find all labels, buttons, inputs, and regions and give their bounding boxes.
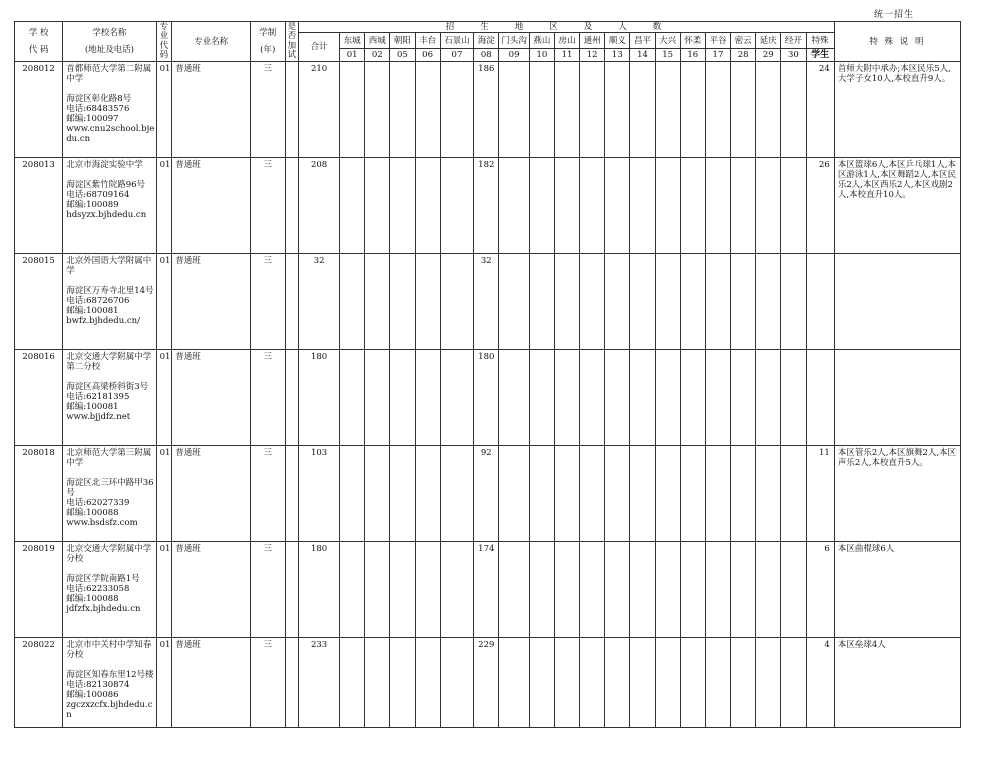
region-count bbox=[390, 638, 415, 728]
school-name: 北京市中关村中学知春分校 bbox=[66, 640, 152, 660]
header-major-code bbox=[156, 22, 172, 62]
duration: 三 bbox=[250, 542, 285, 638]
header-region-code: 08 bbox=[474, 49, 499, 62]
total-count: 208 bbox=[299, 158, 340, 254]
school-postcode: 邮编:100086 bbox=[66, 690, 119, 700]
region-count bbox=[529, 158, 554, 254]
school-address: 海淀区彰化路8号 bbox=[66, 94, 132, 104]
school-code: 208015 bbox=[15, 254, 63, 350]
special-notes: 本区管乐2人,本区旗舞2人,本区声乐2人,本校直升5人。 bbox=[834, 446, 960, 542]
special-count: 24 bbox=[806, 62, 834, 158]
region-count bbox=[365, 254, 390, 350]
region-count bbox=[529, 350, 554, 446]
region-count bbox=[529, 254, 554, 350]
region-count bbox=[605, 62, 630, 158]
region-count bbox=[680, 638, 705, 728]
header-region-name: 顺义 bbox=[605, 33, 630, 49]
header-region-name: 石景山 bbox=[440, 33, 474, 49]
school-info bbox=[63, 254, 156, 350]
region-count bbox=[390, 446, 415, 542]
region-count bbox=[554, 158, 579, 254]
header-region-name: 朝阳 bbox=[390, 33, 415, 49]
header-region-code: 17 bbox=[705, 49, 730, 62]
table-row bbox=[15, 542, 961, 638]
region-count bbox=[705, 62, 730, 158]
region-count bbox=[605, 350, 630, 446]
table-row bbox=[15, 62, 961, 158]
school-info bbox=[63, 542, 156, 638]
special-count: 11 bbox=[806, 446, 834, 542]
region-count bbox=[499, 446, 529, 542]
major-name: 普通班 bbox=[172, 542, 251, 638]
region-count bbox=[781, 254, 806, 350]
school-phone: 电话:62181395 bbox=[66, 392, 130, 402]
school-name: 北京交通大学附属中学分校 bbox=[66, 544, 152, 564]
total-count: 180 bbox=[299, 350, 340, 446]
region-count bbox=[499, 62, 529, 158]
region-count bbox=[440, 446, 474, 542]
haidian-count: 182 bbox=[474, 158, 499, 254]
region-count bbox=[680, 254, 705, 350]
header-school-name bbox=[63, 22, 156, 62]
major-name: 普通班 bbox=[172, 350, 251, 446]
header-major-name: 专业名称 bbox=[172, 22, 251, 62]
header-region-name: 燕山 bbox=[529, 33, 554, 49]
region-count bbox=[554, 350, 579, 446]
haidian-count: 92 bbox=[474, 446, 499, 542]
duration: 三 bbox=[250, 158, 285, 254]
header-duration bbox=[250, 22, 285, 62]
region-count bbox=[731, 254, 756, 350]
extra-test bbox=[285, 62, 299, 158]
extra-test bbox=[285, 542, 299, 638]
region-count bbox=[705, 254, 730, 350]
header-region-code: 学生 bbox=[806, 49, 834, 62]
header-region-name: 丰台 bbox=[415, 33, 440, 49]
special-notes: 本区篮球6人,本区乒乓球1人,本区游泳1人,本区舞蹈2人,本区民乐2人,本区西乐2人,本区戏剧2人,本校直升10人。 bbox=[834, 158, 960, 254]
major-name: 普通班 bbox=[172, 446, 251, 542]
school-info bbox=[63, 62, 156, 158]
extra-test bbox=[285, 638, 299, 728]
header-school-name-line1: 学校名称 bbox=[92, 28, 127, 38]
special-notes: 首师大附中承办;本区民乐5人,大学子女10人,本校直升9人。 bbox=[834, 62, 960, 158]
header-region-code: 16 bbox=[680, 49, 705, 62]
school-website: hdsyzx.bjhdedu.cn bbox=[66, 210, 147, 220]
region-count bbox=[705, 446, 730, 542]
region-count bbox=[630, 62, 655, 158]
school-website: bwfz.bjhdedu.cn/ bbox=[66, 316, 141, 326]
region-count bbox=[756, 350, 781, 446]
school-postcode: 邮编:100088 bbox=[66, 508, 119, 518]
region-count bbox=[655, 542, 680, 638]
header-region-name: 大兴 bbox=[655, 33, 680, 49]
header-region-code: 02 bbox=[365, 49, 390, 62]
region-count bbox=[731, 446, 756, 542]
header-region-title: 招生地区及人数 bbox=[299, 22, 835, 33]
total-count: 103 bbox=[299, 446, 340, 542]
region-count bbox=[630, 446, 655, 542]
table-row bbox=[15, 446, 961, 542]
region-count bbox=[415, 158, 440, 254]
header-region-code: 09 bbox=[499, 49, 529, 62]
region-count bbox=[440, 254, 474, 350]
region-count bbox=[781, 350, 806, 446]
region-count bbox=[756, 446, 781, 542]
header-region-code: 30 bbox=[781, 49, 806, 62]
special-count bbox=[806, 350, 834, 446]
special-notes: 本区曲棍球6人 bbox=[834, 542, 960, 638]
region-count bbox=[554, 62, 579, 158]
region-count bbox=[605, 542, 630, 638]
region-count bbox=[580, 446, 605, 542]
school-address: 海淀区北三环中路甲36号 bbox=[66, 478, 154, 498]
region-count bbox=[440, 638, 474, 728]
duration: 三 bbox=[250, 446, 285, 542]
region-count bbox=[731, 542, 756, 638]
header-region-name: 延庆 bbox=[756, 33, 781, 49]
duration: 三 bbox=[250, 350, 285, 446]
header-region-code: 05 bbox=[390, 49, 415, 62]
region-count bbox=[680, 446, 705, 542]
header-region-name: 房山 bbox=[554, 33, 579, 49]
region-count bbox=[731, 350, 756, 446]
school-name: 北京师范大学第三附属中学 bbox=[66, 448, 152, 468]
header-school-code-line1: 学 校 bbox=[28, 28, 49, 38]
special-count: 6 bbox=[806, 542, 834, 638]
region-count bbox=[630, 350, 655, 446]
total-count: 180 bbox=[299, 542, 340, 638]
region-count bbox=[529, 62, 554, 158]
special-notes: 本区垒球4人 bbox=[834, 638, 960, 728]
region-count bbox=[390, 254, 415, 350]
region-count bbox=[781, 638, 806, 728]
region-count bbox=[680, 350, 705, 446]
school-website: www.bjjdfz.net bbox=[66, 412, 131, 422]
region-count bbox=[605, 638, 630, 728]
region-count bbox=[390, 158, 415, 254]
header-row-title bbox=[15, 22, 961, 33]
region-count bbox=[390, 542, 415, 638]
total-count: 32 bbox=[299, 254, 340, 350]
major-code: 01 bbox=[156, 446, 172, 542]
header-region-code: 15 bbox=[655, 49, 680, 62]
region-count bbox=[554, 638, 579, 728]
region-count bbox=[605, 446, 630, 542]
region-count bbox=[680, 62, 705, 158]
header-extra-test-text: 是否加试 bbox=[287, 21, 297, 60]
header-region-code: 14 bbox=[630, 49, 655, 62]
school-phone: 电话:82130874 bbox=[66, 680, 130, 690]
header-region-name: 特殊 bbox=[806, 33, 834, 49]
header-region-code: 13 bbox=[605, 49, 630, 62]
region-count bbox=[440, 62, 474, 158]
school-info bbox=[63, 158, 156, 254]
region-count bbox=[781, 446, 806, 542]
school-address: 海淀区高梁桥斜街3号 bbox=[66, 382, 149, 392]
special-notes bbox=[834, 254, 960, 350]
region-count bbox=[415, 542, 440, 638]
major-code: 01 bbox=[156, 158, 172, 254]
school-code: 208016 bbox=[15, 350, 63, 446]
major-name: 普通班 bbox=[172, 158, 251, 254]
region-count bbox=[340, 350, 365, 446]
major-code: 01 bbox=[156, 350, 172, 446]
region-count bbox=[340, 446, 365, 542]
region-count bbox=[781, 62, 806, 158]
table-row bbox=[15, 158, 961, 254]
header-region-name: 平谷 bbox=[705, 33, 730, 49]
enrollment-table bbox=[14, 21, 961, 728]
special-notes bbox=[834, 350, 960, 446]
school-phone: 电话:68483576 bbox=[66, 104, 130, 114]
header-school-code-line2: 代 码 bbox=[28, 45, 49, 55]
region-count bbox=[365, 158, 390, 254]
extra-test bbox=[285, 158, 299, 254]
region-count bbox=[756, 254, 781, 350]
region-count bbox=[756, 542, 781, 638]
school-website: www.cnu2school.bjedu.cn bbox=[66, 124, 155, 144]
region-count bbox=[440, 542, 474, 638]
region-count bbox=[499, 350, 529, 446]
header-region-name: 东城 bbox=[340, 33, 365, 49]
haidian-count: 186 bbox=[474, 62, 499, 158]
special-count: 26 bbox=[806, 158, 834, 254]
region-count bbox=[340, 254, 365, 350]
region-count bbox=[554, 542, 579, 638]
school-code: 208012 bbox=[15, 62, 63, 158]
school-phone: 电话:62233058 bbox=[66, 584, 130, 594]
region-count bbox=[630, 638, 655, 728]
region-count bbox=[655, 158, 680, 254]
header-region-code: 10 bbox=[529, 49, 554, 62]
school-phone: 电话:62027339 bbox=[66, 498, 130, 508]
school-code: 208013 bbox=[15, 158, 63, 254]
region-count bbox=[340, 542, 365, 638]
special-count: 4 bbox=[806, 638, 834, 728]
region-count bbox=[580, 350, 605, 446]
header-notes: 特 殊 说 明 bbox=[834, 22, 960, 62]
region-count bbox=[655, 350, 680, 446]
region-count bbox=[529, 542, 554, 638]
school-website: jdfzfx.bjhdedu.cn bbox=[66, 604, 141, 614]
haidian-count: 229 bbox=[474, 638, 499, 728]
header-duration-line1: 学制 bbox=[259, 28, 277, 38]
region-count bbox=[365, 350, 390, 446]
region-count bbox=[756, 158, 781, 254]
region-count bbox=[390, 350, 415, 446]
header-major-code-text: 专业代码 bbox=[159, 21, 169, 60]
region-count bbox=[731, 638, 756, 728]
header-region-name: 昌平 bbox=[630, 33, 655, 49]
region-count bbox=[554, 254, 579, 350]
header-region-name: 经开 bbox=[781, 33, 806, 49]
haidian-count: 32 bbox=[474, 254, 499, 350]
region-count bbox=[630, 542, 655, 638]
school-address: 海淀区知春东里12号楼 bbox=[66, 670, 154, 680]
corner-note: 统一招生 bbox=[874, 10, 915, 20]
region-count bbox=[554, 446, 579, 542]
school-website: zgczxzcfx.bjhdedu.cn bbox=[66, 700, 153, 720]
major-code: 01 bbox=[156, 62, 172, 158]
school-postcode: 邮编:100088 bbox=[66, 594, 119, 604]
table-row bbox=[15, 350, 961, 446]
header-region-code: 12 bbox=[580, 49, 605, 62]
major-name: 普通班 bbox=[172, 638, 251, 728]
total-count: 210 bbox=[299, 62, 340, 158]
school-address: 海淀区紫竹院路96号 bbox=[66, 180, 146, 190]
header-region-name: 门头沟 bbox=[499, 33, 529, 49]
school-postcode: 邮编:100097 bbox=[66, 114, 119, 124]
region-count bbox=[680, 542, 705, 638]
region-count bbox=[415, 62, 440, 158]
region-count bbox=[499, 638, 529, 728]
school-postcode: 邮编:100089 bbox=[66, 200, 119, 210]
region-count bbox=[365, 62, 390, 158]
total-count: 233 bbox=[299, 638, 340, 728]
school-postcode: 邮编:100081 bbox=[66, 306, 119, 316]
region-count bbox=[731, 158, 756, 254]
school-postcode: 邮编:100081 bbox=[66, 402, 119, 412]
school-name: 北京交通大学附属中学第二分校 bbox=[66, 352, 152, 372]
school-phone: 电话:68726706 bbox=[66, 296, 130, 306]
region-count bbox=[630, 254, 655, 350]
region-count bbox=[390, 62, 415, 158]
school-website: www.bsdsfz.com bbox=[66, 518, 138, 528]
duration: 三 bbox=[250, 62, 285, 158]
region-count bbox=[499, 542, 529, 638]
table-body bbox=[15, 62, 961, 728]
region-count bbox=[580, 62, 605, 158]
region-count bbox=[499, 158, 529, 254]
region-count bbox=[756, 638, 781, 728]
region-count bbox=[529, 638, 554, 728]
duration: 三 bbox=[250, 638, 285, 728]
school-address: 海淀区学院南路1号 bbox=[66, 574, 140, 584]
header-extra-test bbox=[285, 22, 299, 62]
header-region-code: 01 bbox=[340, 49, 365, 62]
school-phone: 电话:68709164 bbox=[66, 190, 130, 200]
region-count bbox=[415, 446, 440, 542]
region-count bbox=[529, 446, 554, 542]
region-count bbox=[630, 158, 655, 254]
region-count bbox=[655, 62, 680, 158]
school-info bbox=[63, 350, 156, 446]
extra-test bbox=[285, 254, 299, 350]
region-count bbox=[580, 542, 605, 638]
region-count bbox=[655, 254, 680, 350]
region-count bbox=[705, 542, 730, 638]
region-count bbox=[365, 446, 390, 542]
region-count bbox=[781, 158, 806, 254]
school-name: 首都师范大学第二附属中学 bbox=[66, 64, 152, 84]
region-count bbox=[415, 254, 440, 350]
region-count bbox=[605, 254, 630, 350]
region-count bbox=[705, 350, 730, 446]
school-name: 北京外国语大学附属中学 bbox=[66, 256, 152, 276]
school-info bbox=[63, 446, 156, 542]
region-count bbox=[415, 350, 440, 446]
school-code: 208022 bbox=[15, 638, 63, 728]
duration: 三 bbox=[250, 254, 285, 350]
region-count bbox=[415, 638, 440, 728]
header-region-name: 通州 bbox=[580, 33, 605, 49]
region-count bbox=[580, 158, 605, 254]
major-code: 01 bbox=[156, 254, 172, 350]
region-count bbox=[365, 638, 390, 728]
header-region-code: 07 bbox=[440, 49, 474, 62]
school-name: 北京市海淀实验中学 bbox=[66, 160, 143, 170]
haidian-count: 180 bbox=[474, 350, 499, 446]
header-school-name-line2: (地址及电话) bbox=[84, 45, 134, 55]
region-count bbox=[340, 158, 365, 254]
header-region-code: 06 bbox=[415, 49, 440, 62]
region-count bbox=[340, 638, 365, 728]
header-region-name: 西城 bbox=[365, 33, 390, 49]
region-count bbox=[731, 62, 756, 158]
header-duration-line2: (年) bbox=[260, 45, 276, 55]
major-name: 普通班 bbox=[172, 62, 251, 158]
school-code: 208018 bbox=[15, 446, 63, 542]
extra-test bbox=[285, 350, 299, 446]
school-code: 208019 bbox=[15, 542, 63, 638]
major-code: 01 bbox=[156, 638, 172, 728]
header-school-code bbox=[15, 22, 63, 62]
extra-test bbox=[285, 446, 299, 542]
special-count bbox=[806, 254, 834, 350]
region-count bbox=[499, 254, 529, 350]
header-region-name: 怀柔 bbox=[680, 33, 705, 49]
region-count bbox=[655, 638, 680, 728]
table-row bbox=[15, 254, 961, 350]
region-count bbox=[756, 62, 781, 158]
region-count bbox=[440, 158, 474, 254]
region-count bbox=[705, 638, 730, 728]
haidian-count: 174 bbox=[474, 542, 499, 638]
region-count bbox=[605, 158, 630, 254]
major-name: 普通班 bbox=[172, 254, 251, 350]
major-code: 01 bbox=[156, 542, 172, 638]
school-address: 海淀区万寿寺北里14号 bbox=[66, 286, 154, 296]
header-region-code: 29 bbox=[756, 49, 781, 62]
region-count bbox=[655, 446, 680, 542]
header-region-name: 海淀 bbox=[474, 33, 499, 49]
header-region-code: 28 bbox=[731, 49, 756, 62]
region-count bbox=[680, 158, 705, 254]
region-count bbox=[705, 158, 730, 254]
region-count bbox=[580, 254, 605, 350]
region-count bbox=[440, 350, 474, 446]
region-count bbox=[781, 542, 806, 638]
header-region-code: 11 bbox=[554, 49, 579, 62]
header-region-name: 密云 bbox=[731, 33, 756, 49]
region-count bbox=[580, 638, 605, 728]
region-count bbox=[340, 62, 365, 158]
table-row bbox=[15, 638, 961, 728]
region-count bbox=[365, 542, 390, 638]
header-region-total: 合计 bbox=[299, 33, 340, 62]
school-info bbox=[63, 638, 156, 728]
